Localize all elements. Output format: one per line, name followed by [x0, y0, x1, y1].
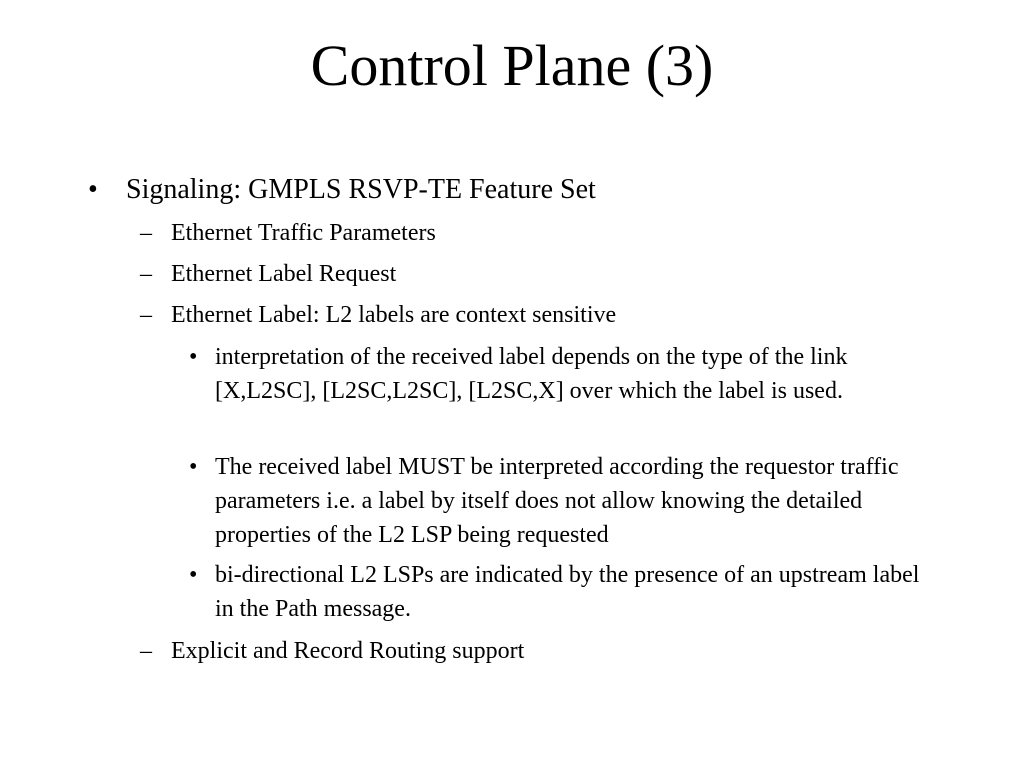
- bullet-marker: •: [189, 562, 198, 588]
- bullet-marker: –: [140, 261, 152, 287]
- bullet-text: Ethernet Label: L2 labels are context sensitive: [171, 302, 617, 328]
- bullet-marker: –: [140, 638, 152, 664]
- bullet-text: The received label MUST be interpreted according the requestor traffic parameters i.e. a label by itself does not allow knowing the detailed properties of the L2 LSP being requested: [215, 454, 899, 548]
- bullet-marker: •: [189, 344, 198, 370]
- bullet-marker: •: [189, 454, 198, 480]
- slide-title: Control Plane (3): [310, 33, 714, 98]
- bullet-text: Explicit and Record Routing support: [171, 638, 525, 664]
- bullet-text: Signaling: GMPLS RSVP-TE Feature Set: [126, 174, 596, 205]
- bullet-text: interpretation of the received label depends on the type of the link [X,L2SC], [L2SC,L2SC], [L2SC,X] over which the label is used.: [215, 344, 848, 404]
- bullet-text: Ethernet Label Request: [171, 261, 397, 287]
- bullet-text: bi-directional L2 LSPs are indicated by the presence of an upstream label in the Path message.: [215, 562, 920, 622]
- bullet-text: Ethernet Traffic Parameters: [171, 220, 436, 246]
- bullet-marker: •: [88, 174, 98, 205]
- bullet-marker: –: [140, 302, 152, 328]
- bullet-marker: –: [140, 220, 152, 246]
